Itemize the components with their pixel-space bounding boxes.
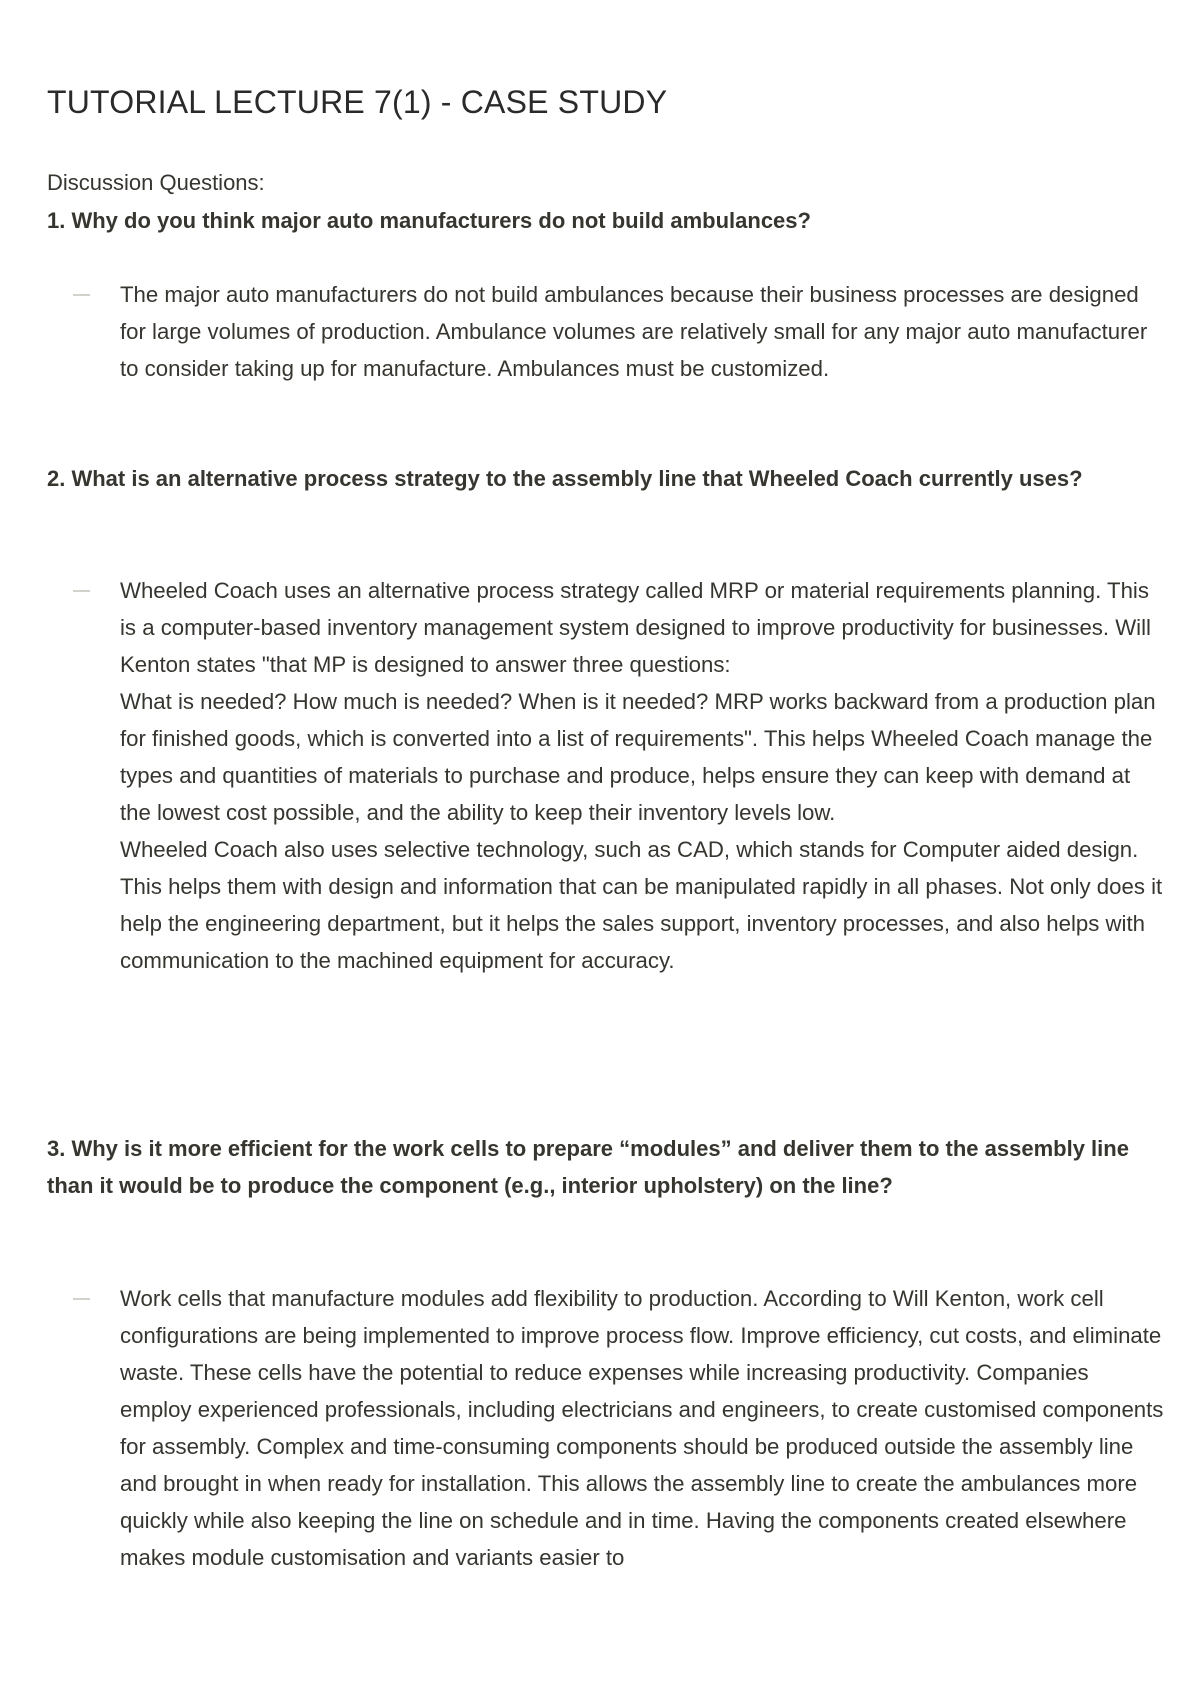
answer-2-paragraph: What is needed? How much is needed? When is it needed? MRP works backward from a production plan for finished goods, which is converted into a list of requirements". This helps Wheeled Coach manage the types and quantities of materials to purchase and produce, helps ensure they can keep with demand at the lowest cost possible, and the ability to keep their inventory levels low. xyxy=(120,689,1156,825)
answer-3 xyxy=(120,1280,1165,1576)
answer-2-paragraph: Wheeled Coach also uses selective technology, such as CAD, which stands for Computer aided design. This helps them with design and information that can be manipulated rapidly in all phases. Not only does it help the engineering department, but it helps the sales support, inventory processes, and also helps with communication to the machined equipment for accuracy. xyxy=(120,837,1163,973)
page-title: TUTORIAL LECTURE 7(1) - CASE STUDY xyxy=(47,84,668,120)
bullet-dash-icon xyxy=(73,1298,90,1300)
question-1: 1. Why do you think major auto manufacturers do not build ambulances? xyxy=(47,208,811,233)
question-2: 2. What is an alternative process strategy to the assembly line that Wheeled Coach currently uses? xyxy=(47,466,1083,491)
discussion-questions-label: Discussion Questions: xyxy=(47,170,265,195)
answer-1-paragraph: The major auto manufacturers do not build ambulances because their business processes are designed for large volumes of production. Ambulance volumes are relatively small for any major auto manufacturer to consider taking up for manufacture. Ambulances must be customized. xyxy=(120,282,1148,381)
bullet-dash-icon xyxy=(73,294,90,296)
answer-2 xyxy=(120,572,1165,979)
answer-1 xyxy=(120,276,1165,387)
answer-2-paragraph: Wheeled Coach uses an alternative process strategy called MRP or material requirements planning. This is a computer-based inventory management system designed to improve productivity for businesses. Will Kenton states "that MP is designed to answer three questions: xyxy=(120,578,1151,677)
bullet-dash-icon xyxy=(73,590,90,592)
question-3: 3. Why is it more efficient for the work cells to prepare “modules” and deliver them to the assembly line than it would be to produce the component (e.g., interior upholstery) on the line? xyxy=(47,1136,1129,1198)
answer-3-paragraph: Work cells that manufacture modules add flexibility to production. According to Will Kenton, work cell configurations are being implemented to improve process flow. Improve efficiency, cut costs, and eliminate waste. These cells have the potential to reduce expenses while increasing productivity. Companies employ experienced professionals, including electricians and engineers, to create customised components for assembly. Complex and time-consuming components should be produced outside the assembly line and brought in when ready for installation. This allows the assembly line to create the ambulances more quickly while also keeping the line on schedule and in time. Having the components created elsewhere makes module customisation and variants easier to xyxy=(120,1286,1164,1570)
